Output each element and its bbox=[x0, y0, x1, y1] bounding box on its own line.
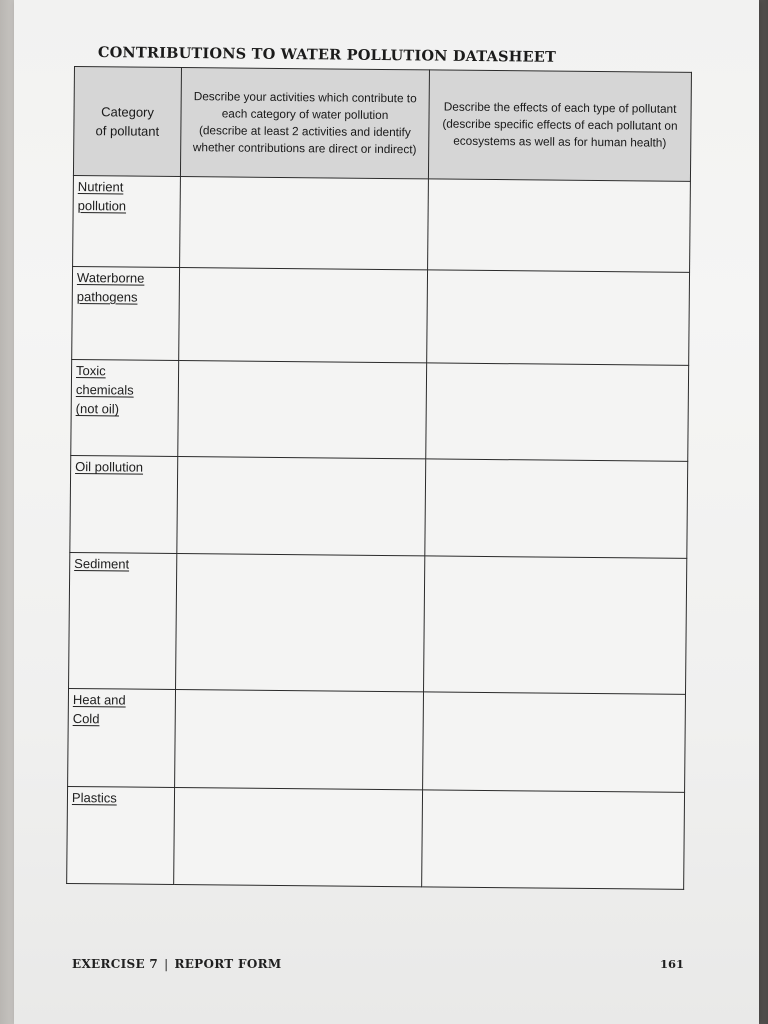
category-label: Waterborne pathogens bbox=[76, 269, 145, 305]
effects-answer-cell[interactable] bbox=[427, 270, 690, 366]
table-row bbox=[73, 175, 691, 272]
header-category-text: Category of pollutant bbox=[95, 104, 160, 139]
header-activities-text: Describe your activities which contribute to each category of water pollution (describe at least 2 activities and identify whether contributions are direct or indirect) bbox=[192, 89, 417, 157]
effects-answer-cell[interactable] bbox=[426, 363, 689, 461]
category-cell bbox=[70, 456, 178, 554]
activities-answer-cell[interactable] bbox=[179, 267, 428, 363]
category-label: Sediment bbox=[74, 556, 130, 572]
effects-answer-cell[interactable] bbox=[423, 692, 686, 792]
report-form-label: REPORT FORM bbox=[174, 957, 282, 971]
activities-answer-cell[interactable] bbox=[176, 554, 425, 693]
effects-answer-cell[interactable] bbox=[425, 459, 688, 558]
footer-exercise-label bbox=[72, 957, 281, 971]
category-cell bbox=[72, 266, 180, 361]
category-cell bbox=[68, 689, 176, 788]
category-cell bbox=[67, 787, 175, 885]
category-label: Toxic chemicals (not oil) bbox=[75, 363, 134, 417]
header-row bbox=[73, 67, 691, 182]
table-row bbox=[70, 456, 688, 559]
footer-separator: | bbox=[164, 957, 169, 971]
category-cell bbox=[73, 175, 181, 267]
table-row bbox=[69, 553, 687, 695]
category-label: Heat and Cold bbox=[72, 692, 126, 727]
activities-answer-cell[interactable] bbox=[175, 690, 424, 790]
header-activities bbox=[180, 68, 429, 179]
activities-answer-cell[interactable] bbox=[178, 361, 427, 459]
table-row bbox=[71, 360, 689, 462]
category-label: Oil pollution bbox=[75, 459, 144, 475]
header-effects-text: Describe the effects of each type of pollutant (describe specific effects of each pollutant on ecosystems as well as for human health) bbox=[442, 100, 678, 151]
category-cell bbox=[71, 360, 179, 457]
page-number: 161 bbox=[660, 957, 685, 971]
page-title: CONTRIBUTIONS TO WATER POLLUTION DATASHEET bbox=[97, 44, 557, 66]
table-row bbox=[68, 689, 686, 793]
category-label: Plastics bbox=[71, 790, 117, 806]
datasheet-table-wrapper bbox=[66, 66, 691, 890]
activities-answer-cell[interactable] bbox=[177, 457, 426, 556]
table-row bbox=[72, 266, 690, 366]
effects-answer-cell[interactable] bbox=[422, 790, 685, 889]
activities-answer-cell[interactable] bbox=[180, 176, 429, 269]
header-category bbox=[73, 67, 181, 177]
table-row bbox=[67, 787, 685, 890]
activities-answer-cell[interactable] bbox=[174, 788, 423, 887]
exercise-number: EXERCISE 7 bbox=[72, 957, 159, 971]
effects-answer-cell[interactable] bbox=[428, 179, 691, 272]
header-effects bbox=[428, 70, 691, 181]
datasheet-table bbox=[66, 66, 692, 890]
effects-answer-cell[interactable] bbox=[424, 556, 687, 695]
category-cell bbox=[69, 553, 177, 690]
category-label: Nutrient pollution bbox=[77, 178, 127, 214]
